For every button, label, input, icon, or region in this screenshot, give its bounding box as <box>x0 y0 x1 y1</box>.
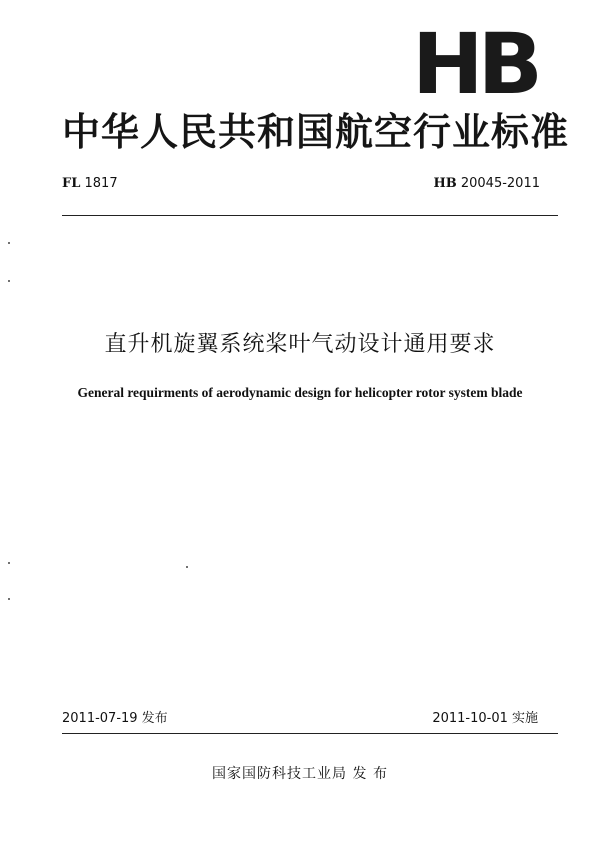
standard-number-value: 20045-2011 <box>460 176 540 191</box>
standard-category-title: 中华人民共和国航空行业标准 <box>62 110 570 154</box>
bottom-divider <box>62 733 558 734</box>
issue-date: 2011-07-19 发布 <box>62 711 168 726</box>
issuing-authority: 国家国防科技工业局 发 布 <box>212 766 388 782</box>
scan-speck <box>8 280 10 282</box>
english-title: General requirments of aerodynamic design for helicopter rotor system blade <box>77 385 523 400</box>
classification-code <box>62 176 118 192</box>
scan-speck <box>186 566 188 568</box>
standard-prefix: HB <box>433 176 457 191</box>
scan-speck <box>8 598 10 600</box>
scan-speck <box>8 562 10 564</box>
chinese-title: 直升机旋翼系统桨叶气动设计通用要求 <box>104 332 496 357</box>
scan-speck <box>8 242 10 244</box>
classification-prefix: FL <box>62 176 81 191</box>
top-divider <box>62 215 558 216</box>
hb-logo: HB <box>412 15 537 113</box>
implementation-date: 2011-10-01 实施 <box>432 711 538 726</box>
standard-number <box>433 176 540 192</box>
classification-number: 1817 <box>84 176 118 191</box>
